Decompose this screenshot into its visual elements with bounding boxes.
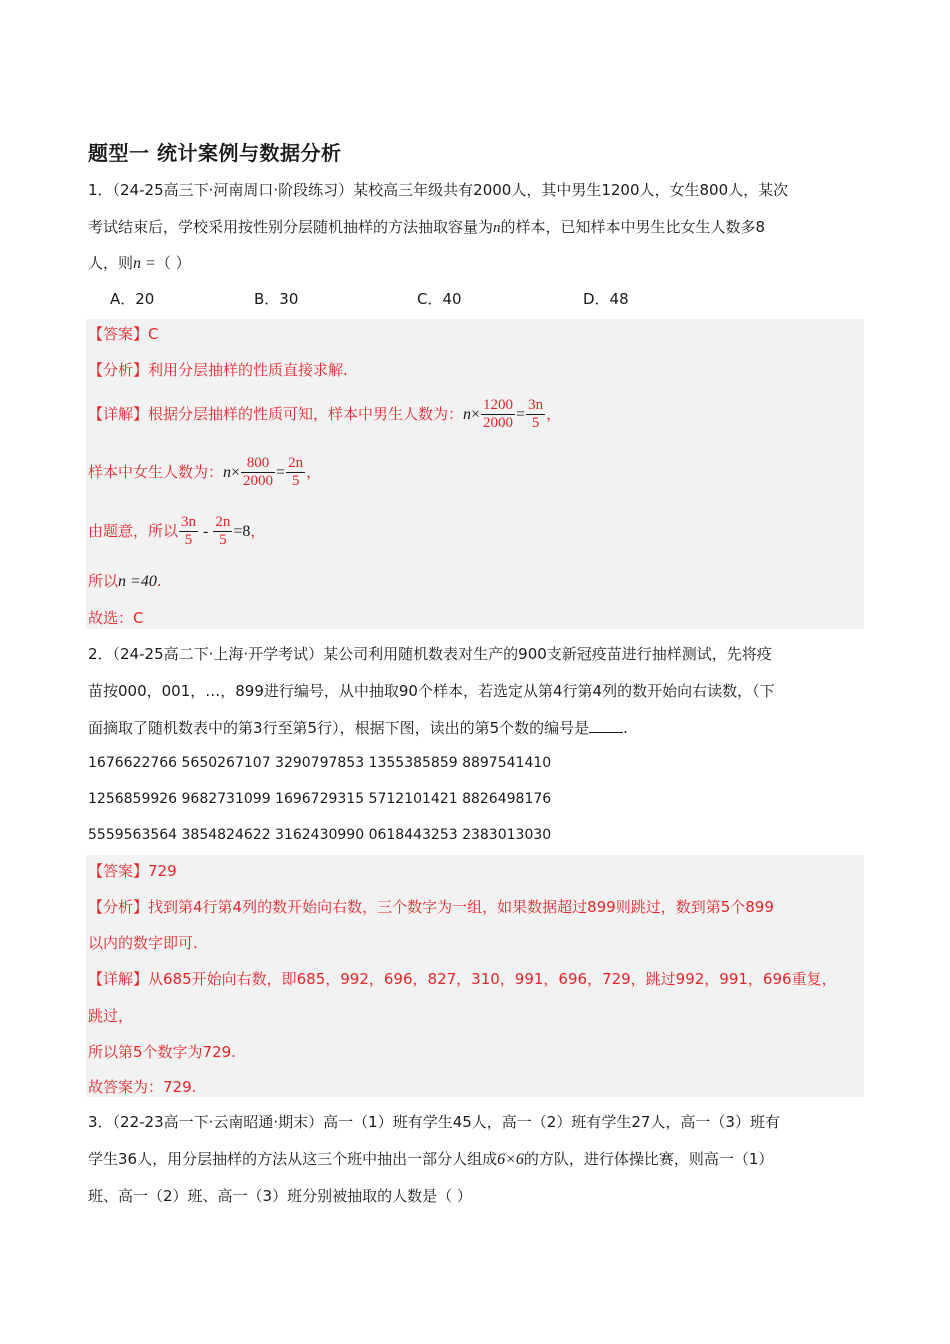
- q1-option-b: B．30: [254, 290, 299, 308]
- q2-line3: 面摘取了随机数表中的第3行至第5行），根据下图，读出的第5个数的编号是 .: [88, 719, 628, 737]
- q2-line2: 苗按000，001，…，899进行编号，从中抽取90个样本，若选定从第4行第4列的数开始向右读数，（下: [88, 682, 775, 700]
- q1-line3-math: n =: [133, 255, 156, 272]
- q1-option-d: D．48: [583, 290, 629, 308]
- q1-line3a: 人，则: [88, 254, 134, 272]
- q1-female-prefix: 样本中女生人数为：: [88, 463, 224, 481]
- q1-detail-prefix: 【详解】根据分层抽样的性质可知，样本中男生人数为：: [88, 405, 464, 423]
- q3-line1: 3．（22-23高一下·云南昭通·期末）高一（1）班有学生45人，高一（2）班有学生27人，高一（3）班有: [88, 1113, 780, 1131]
- q1-line3: [88, 253, 191, 274]
- q1-so: 所以n =40.: [88, 572, 162, 590]
- random-table-row-3: 1676622766 5650267107 3290797853 1355385859 8897541410: [88, 755, 552, 771]
- q1-detail-var: n: [463, 406, 472, 423]
- q1-equation: 由题意，所以 $\frac{3n}{5}$ - $\frac{2n}{5}$ =8，: [88, 514, 266, 548]
- q1-line2b: 的样本，已知样本中男生比女生人数多8: [500, 218, 766, 236]
- q2-detail2: 跳过，: [88, 1007, 134, 1025]
- q1-line1: 1．（24-25高三下·河南周口·阶段练习）某校高三年级共有2000人，其中男生1200人，女生800人，某次: [88, 181, 789, 199]
- q2-detail3: 所以第5个数字为729.: [88, 1043, 236, 1061]
- q2-line1: 2．（24-25高二下·上海·开学考试）某公司利用随机数表对生产的900支新冠疫苗进行抽样测试，先将疫: [88, 645, 772, 663]
- random-table-row-5: 5559563564 3854824622 3162430990 0618443253 2383013030: [88, 827, 552, 843]
- q1-var-n: n: [493, 220, 501, 236]
- q1-analysis: 【分析】利用分层抽样的性质直接求解.: [88, 361, 348, 379]
- q1-frac-2n-5: $\frac{2n}{5}$: [288, 455, 304, 489]
- q1-so-math: n =40: [118, 573, 157, 590]
- q1-line2: [88, 217, 765, 238]
- q1-frac-3n-5b: $\frac{3n}{5}$: [181, 514, 197, 548]
- q1-line2a: 考试结束后，学校采用按性别分层随机抽样的方法抽取容量为: [88, 218, 494, 236]
- q1-frac-1200-2000: $\frac{1200}{2000}$: [483, 397, 514, 431]
- random-table-row-4: 1256859926 9682731099 1696729315 5712101421 8826498176: [88, 791, 552, 807]
- q3-line3: 班、高一（2）班、高一（3）班分别被抽取的人数是（ ）: [88, 1187, 472, 1205]
- q2-analysis2: 以内的数字即可.: [88, 934, 198, 952]
- q3-line2: 学生36人，用分层抽样的方法从这三个班中抽出一部分人组成6×6的方队，进行体操比赛，则高一（1）: [88, 1150, 774, 1168]
- q2-answer: 【答案】729: [88, 862, 177, 880]
- q1-frac-3n-5: $\frac{3n}{5}$: [528, 397, 544, 431]
- q1-female: 样本中女生人数为：n× $\frac{800}{2000}$ = $\frac{2n}{5}$ ，: [88, 455, 322, 489]
- q1-option-c: C．40: [417, 290, 462, 308]
- q1-line3b: （ ）: [155, 254, 191, 272]
- q1-eq-prefix: 由题意，所以: [88, 522, 179, 540]
- q2-detail1: 【详解】从685开始向右数，即685，992，696，827，310，991，696，729，跳过992，991，696重复，: [88, 970, 837, 988]
- q2-answer-blank: [589, 718, 623, 733]
- q1-frac-800-2000: $\frac{800}{2000}$: [243, 455, 274, 489]
- q1-answer: 【答案】C: [88, 325, 159, 343]
- q1-detail: 【详解】根据分层抽样的性质可知，样本中男生人数为：n× $\frac{1200}{2000}$ = $\frac{3n}{5}$ ，: [88, 397, 562, 431]
- q3-math-6x6: 6×6: [497, 1151, 524, 1168]
- q2-detail4: 故答案为：729.: [88, 1078, 197, 1096]
- section-title: 题型一 统计案例与数据分析: [88, 141, 342, 165]
- q1-choose: 故选：C: [88, 609, 144, 627]
- q1-frac-2n-5b: $\frac{2n}{5}$: [215, 514, 231, 548]
- q1-option-a: A．20: [110, 290, 155, 308]
- q2-analysis1: 【分析】找到第4行第4列的数开始向右数，三个数字为一组，如果数据超过899则跳过，数到第5个899: [88, 898, 774, 916]
